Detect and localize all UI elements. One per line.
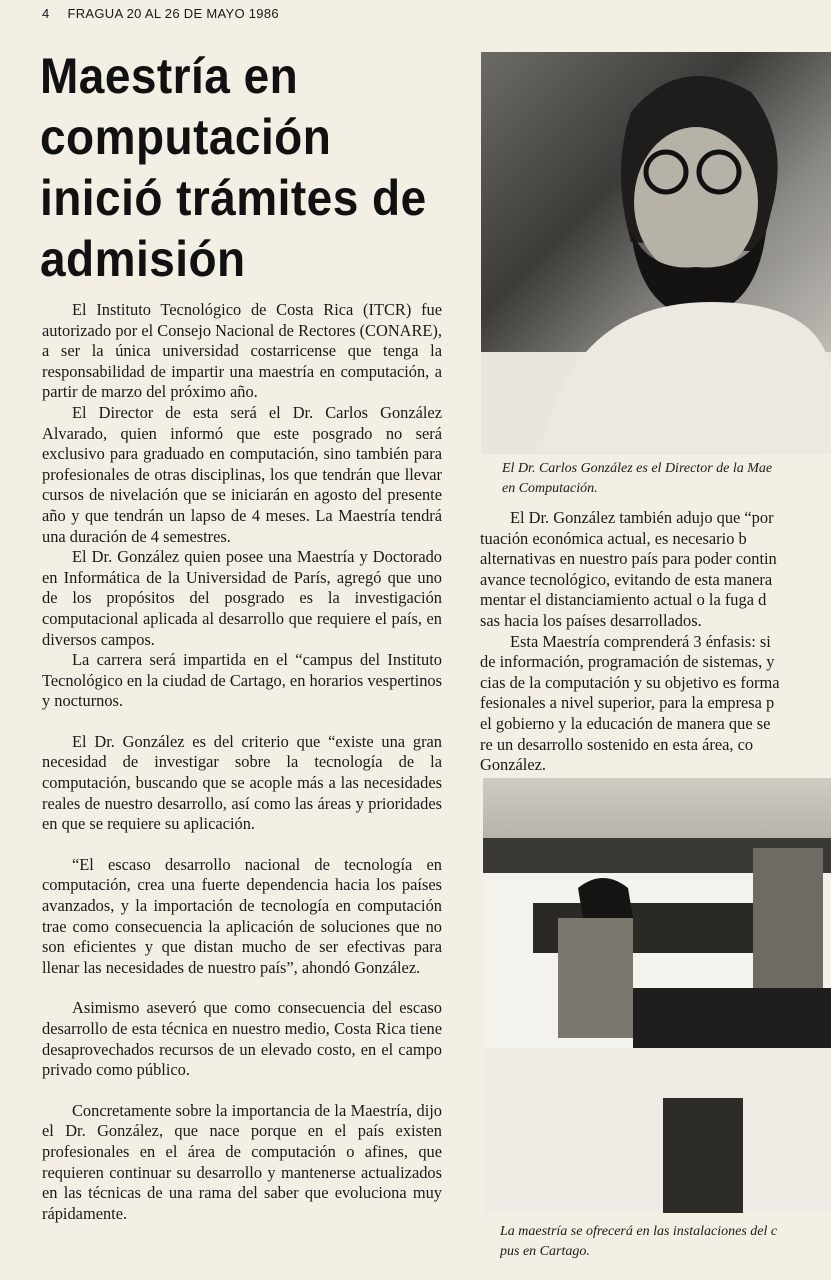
paragraph: El Dr. González es del criterio que “existe una gran necesidad de investigar sobre la tecnología de la computación, buscando que se acople más a las necesidades reales de nuestro desarrollo, así como las áreas y prioridades en que se requiere su aplicación. <box>42 731 442 834</box>
paragraph: “El escaso desarrollo nacional de tecnología en computación, crea una fuerte dependencia hacia los países avanzados, y la importación de tecnología en computación trae como consecuencia la aplicación de soluciones que no son eficientes y que distan mucho de ser efectivas para llenar las necesidades de nuestro país”, ahondó González. <box>42 854 442 977</box>
article-column-left <box>42 300 442 1224</box>
text-line: sas hacia los países desarrollados. <box>480 610 702 630</box>
computer-room-photo <box>483 778 831 1213</box>
text-line: re un desarrollo sostenido en esta área, co <box>480 734 754 754</box>
text-line: de información, programación de sistemas, y <box>480 652 775 672</box>
headline-line: inició trámites de <box>40 170 427 226</box>
headline <box>40 46 436 290</box>
text-line: alternativas en nuestro país para poder contin <box>480 549 777 569</box>
text-line: fesionales a nivel superior, para la empresa p <box>480 693 775 713</box>
headline-line: admisión <box>40 231 246 287</box>
computer-room-illustration <box>483 778 831 1213</box>
headline-line: Maestría en <box>40 48 299 104</box>
photo-caption <box>500 1222 831 1262</box>
page-number: 4 <box>42 6 50 21</box>
paragraph: El Instituto Tecnológico de Costa Rica (ITCR) fue autorizado por el Consejo Nacional de Rectores (CONARE), a ser la única universidad costarricense que tenga la responsabilidad de impartir una maestría en computación, a partir de marzo del próximo año. <box>42 300 442 402</box>
paragraph <box>480 632 831 776</box>
photo-caption <box>502 459 831 499</box>
article-column-right <box>480 508 831 776</box>
caption-line: pus en Cartago. <box>500 1244 590 1259</box>
publication-date: FRAGUA 20 AL 26 DE MAYO 1986 <box>67 6 279 21</box>
paragraph: Asimismo aseveró que como consecuencia del escaso desarrollo de esta técnica en nuestro medio, Costa Rica tiene desaprovechados recursos de un elevado costo, en el campo privado como público. <box>42 998 442 1080</box>
paragraph: Concretamente sobre la importancia de la Maestría, dijo el Dr. González, que nace porque en el país existen profesionales en el área de computación o afines, que requieren continuar su desarrollo y mantenerse actualizados en las técnicas de una rama del saber que evoluciona muy rápidamente. <box>42 1100 442 1223</box>
caption-line: en Computación. <box>502 481 598 496</box>
text-line: tuación económica actual, es necesario b <box>480 528 747 548</box>
portrait-illustration <box>481 52 831 454</box>
text-line: mentar el distanciamiento actual o la fuga d <box>480 590 767 610</box>
text-line: El Dr. González también adujo que “por <box>510 508 774 527</box>
portrait-photo <box>481 52 831 454</box>
paragraph <box>480 508 831 632</box>
paragraph: El Dr. González quien posee una Maestría y Doctorado en Informática de la Universidad de París, agregó que uno de los propósitos del posgrado es la investigación computacional aplicada al desarrollo que requiere el país, en diversos campos. <box>42 547 442 649</box>
text-line: cias de la computación y su objetivo es forma <box>480 672 780 692</box>
text-line: Esta Maestría comprenderá 3 énfasis: si <box>510 631 771 651</box>
paragraph: El Director de esta será el Dr. Carlos González Alvarado, quien informó que este posgrado no será exclusivo para graduado en computación, sino también para profesionales de otras disciplinas, los que tendrán que llevar cursos de nivelación que se iniciarán en agosto del presente año y que tendrán un lapso de 4 meses. La Maestría tendrá una duración de 4 semestres. <box>42 402 442 546</box>
text-line: avance tecnológico, evitando de esta manera <box>480 569 773 589</box>
caption-line: La maestría se ofrecerá en las instalaciones del c <box>500 1224 778 1239</box>
caption-line: El Dr. Carlos González es el Director de la Mae <box>502 461 773 476</box>
paragraph: La carrera será impartida en el “campus del Instituto Tecnológico en la ciudad de Cartago, en horarios vespertinos y nocturnos. <box>42 650 442 711</box>
page-header <box>42 6 279 21</box>
headline-line: computación <box>40 109 332 165</box>
text-line: González. <box>480 755 546 775</box>
text-line: el gobierno y la educación de manera que se <box>480 713 771 733</box>
